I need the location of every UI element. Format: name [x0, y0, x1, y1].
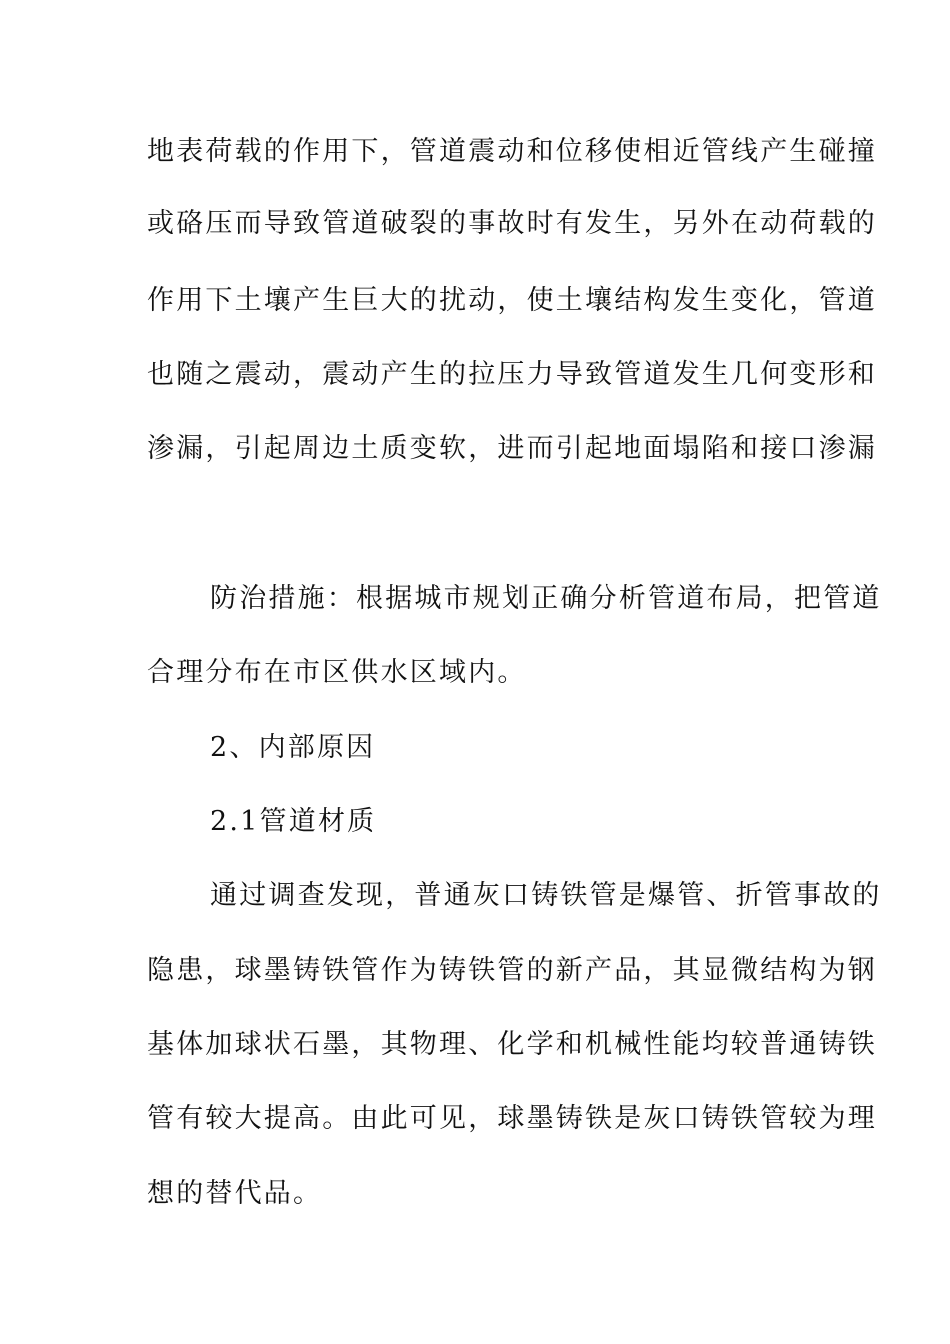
paragraph-3-line-5: 想的替代品。: [147, 1178, 323, 1209]
paragraph-3-line-3: 基体加球状石墨，其物理、化学和机械性能均较普通铸铁: [147, 1029, 877, 1060]
paragraph-1-line-4: 也随之震动，震动产生的拉压力导致管道发生几何变形和: [147, 359, 877, 390]
paragraph-3-line-4: 管有较大提高。由此可见，球墨铸铁是灰口铸铁管较为理: [147, 1103, 877, 1134]
paragraph-2-line-2: 合理分布在市区供水区域内。: [147, 657, 527, 688]
paragraph-3-line-2: 隐患，球墨铸铁管作为铸铁管的新产品，其显微结构为钢: [147, 955, 877, 986]
subsection-heading: 2.1管道材质: [210, 806, 377, 837]
paragraph-1-line-2: 或硌压而导致管道破裂的事故时有发生，另外在动荷载的: [147, 208, 877, 239]
paragraph-1-line-5: 渗漏，引起周边土质变软，进而引起地面塌陷和接口渗漏: [147, 433, 877, 464]
paragraph-1-line-3: 作用下土壤产生巨大的扰动，使土壤结构发生变化，管道: [147, 285, 877, 316]
paragraph-3-line-1: 通过调查发现，普通灰口铸铁管是爆管、折管事故的: [210, 880, 882, 911]
paragraph-1-line-1: 地表荷载的作用下，管道震动和位移使相近管线产生碰撞: [147, 136, 877, 167]
paragraph-2-line-1: 防治措施：根据城市规划正确分析管道布局，把管道: [210, 583, 882, 614]
section-heading: 2、内部原因: [210, 732, 376, 763]
